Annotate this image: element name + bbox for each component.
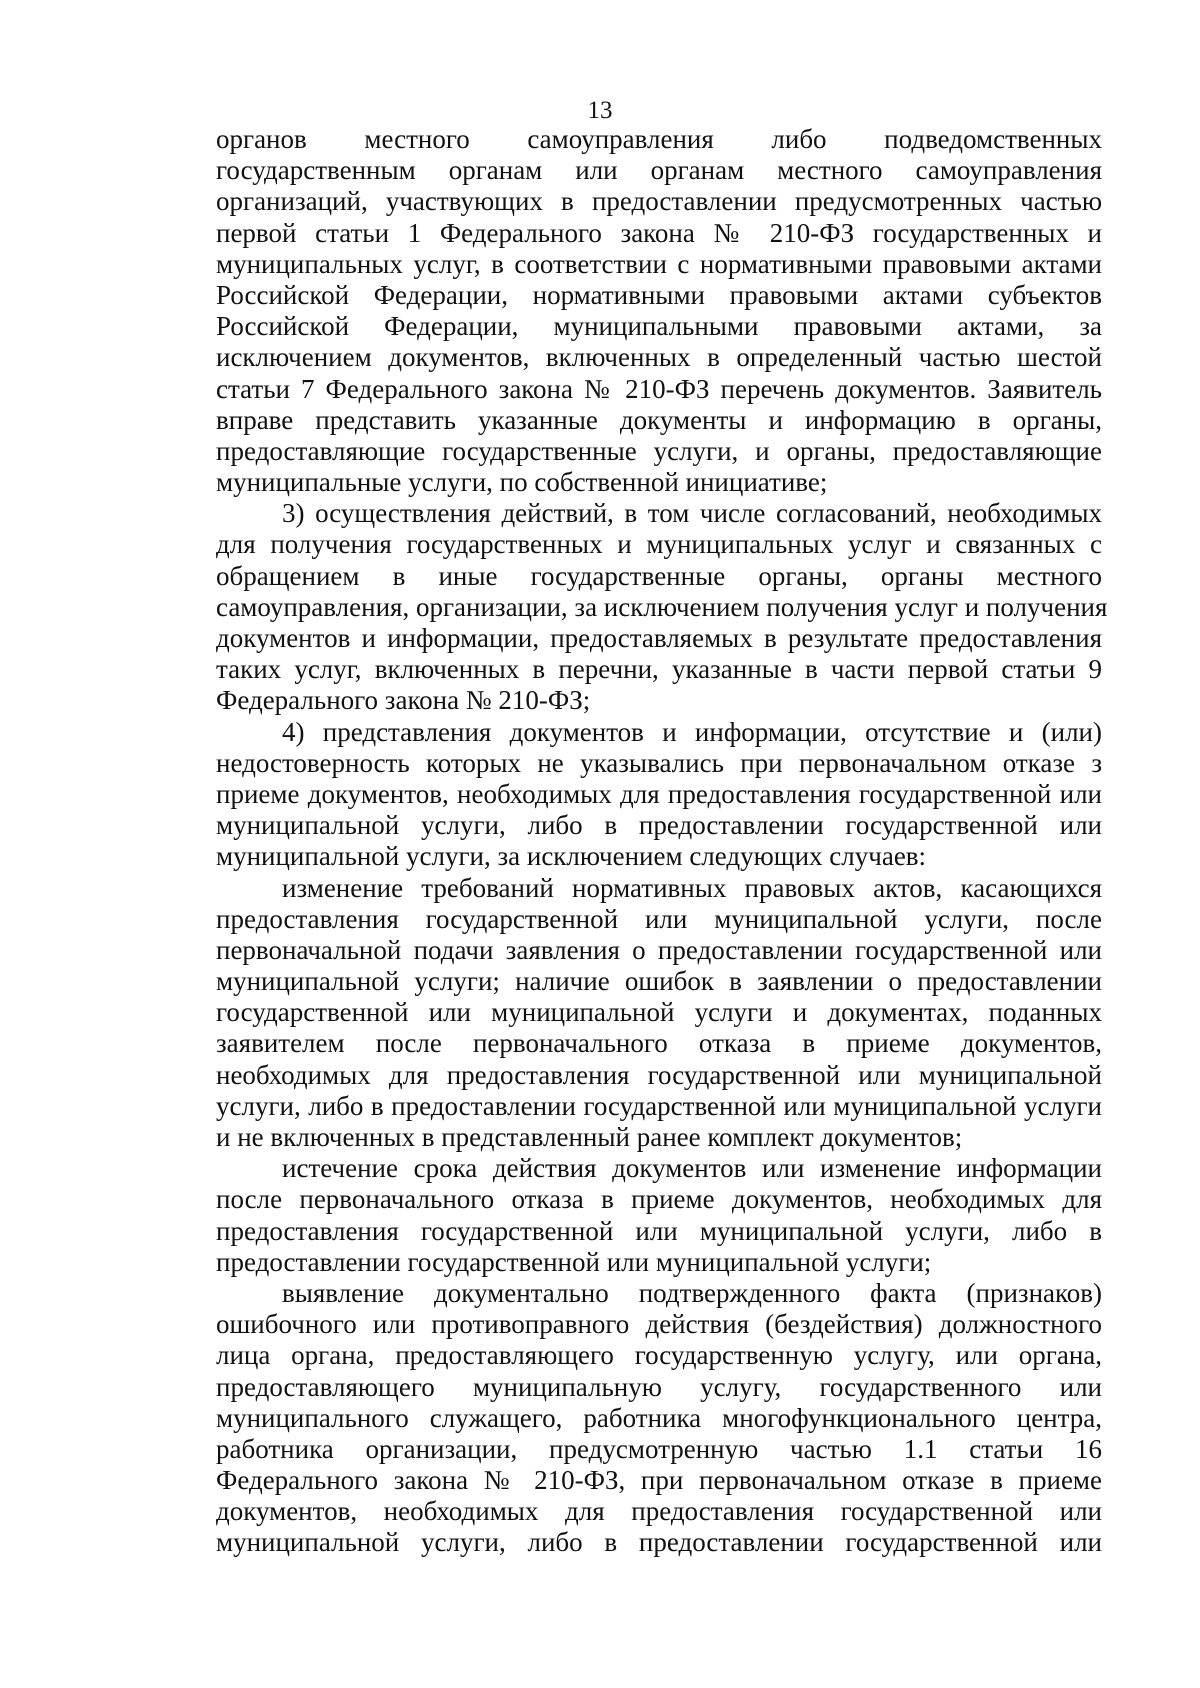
text-line: и не включенных в представленный ранее комплект документов; [216, 1122, 963, 1152]
paragraph-first-line: 3) осуществления действий, в том числе согласований, необходимых [282, 498, 1102, 529]
text-line: муниципальной услуги, либо в предоставлении государственной или [216, 1527, 1102, 1558]
text-line: предоставления государственной или муниципальной услуги, либо в [216, 1215, 1102, 1246]
text-line: предоставления государственной или муниципальной услуги, после [216, 903, 1102, 934]
text-line: необходимых для предоставления государственной или муниципальной [216, 1059, 1102, 1090]
text-line: Федерального закона № 210-ФЗ; [216, 685, 591, 716]
text-line: обращением в иные государственные органы, органы местного [216, 560, 1102, 591]
text-line: первой статьи 1 Федерального закона № 210-ФЗ государственных и [216, 217, 1102, 248]
text-line: государственным органам или органам местного самоуправления [216, 155, 1102, 186]
page-number: 13 [587, 97, 613, 124]
text-line: предоставляющего муниципальную услугу, государственного или [216, 1371, 1102, 1402]
text-line: муниципальной услуги; наличие ошибок в заявлении о предоставлении [216, 966, 1102, 997]
text-line: организаций, участвующих в предоставлении предусмотренных частью [216, 186, 1102, 217]
text-line: Российской Федерации, муниципальными правовыми актами, за [216, 311, 1102, 342]
text-line: после первоначального отказа в приеме документов, необходимых для [216, 1184, 1102, 1215]
text-line: статьи 7 Федерального закона № 210-ФЗ перечень документов. Заявитель [216, 373, 1102, 404]
paragraph-first-line: изменение требований нормативных правовых актов, касающихся [282, 872, 1102, 903]
text-line: недостоверность которых не указывались при первоначальном отказе з [216, 747, 1102, 778]
text-line: лица органа, предоставляющего государственную услугу, или органа, [216, 1340, 1102, 1371]
text-line: таких услуг, включенных в перечни, указанные в части первой статьи 9 [216, 654, 1102, 685]
text-line: Федерального закона № 210-ФЗ, при первоначальном отказе в приеме [216, 1465, 1102, 1496]
text-line: муниципальной услуги, либо в предоставлении государственной или [216, 810, 1102, 841]
text-line: муниципальных услуг, в соответствии с нормативными правовыми актами [216, 248, 1102, 279]
text-line: государственной или муниципальной услуги и документах, поданных [216, 997, 1102, 1028]
text-line: документов, необходимых для предоставления государственной или [216, 1496, 1102, 1527]
document-body [216, 124, 1108, 1559]
text-line: Российской Федерации, нормативными правовыми актами субъектов [216, 279, 1102, 310]
text-line: вправе представить указанные документы и информацию в органы, [216, 404, 1102, 435]
text-line: для получения государственных и муниципальных услуг и связанных с [216, 529, 1102, 560]
paragraph-first-line: 4) представления документов и информации, отсутствие и (или) [282, 716, 1102, 747]
text-line: исключением документов, включенных в определенный частью шестой [216, 342, 1102, 373]
paragraph-first-line: истечение срока действия документов или изменение информации [282, 1153, 1102, 1184]
text-line: приеме документов, необходимых для предоставления государственной или [216, 778, 1102, 809]
text-line: предоставляющие государственные услуги, и органы, предоставляющие [216, 435, 1102, 466]
text-line: муниципальной услуги, за исключением следующих случаев: [216, 841, 927, 872]
text-line: заявителем после первоначального отказа в приеме документов, [216, 1028, 1102, 1059]
text-line: муниципального служащего, работника многофункционального центра, [216, 1402, 1102, 1433]
paragraph-first-line: выявление документально подтвержденного факта (признаков) [282, 1277, 1102, 1308]
text-line: документов и информации, предоставляемых в результате предоставления [216, 623, 1102, 653]
text-line: самоуправления, организации, за исключением получения услуг и получения [216, 591, 1108, 622]
text-line: первоначальной подачи заявления о предоставлении государственной или [216, 934, 1102, 965]
text-line: ошибочного или противоправного действия (бездействия) должностного [216, 1309, 1102, 1340]
text-line: предоставлении государственной или муниципальной услуги; [216, 1246, 932, 1277]
text-line: работника организации, предусмотренную частью 1.1 статьи 16 [216, 1433, 1102, 1464]
text-line: органов местного самоуправления либо подведомственных [216, 124, 1102, 154]
text-line: муниципальные услуги, по собственной инициативе; [216, 467, 828, 498]
text-line: услуги, либо в предоставлении государственной или муниципальной услуги [216, 1090, 1102, 1121]
